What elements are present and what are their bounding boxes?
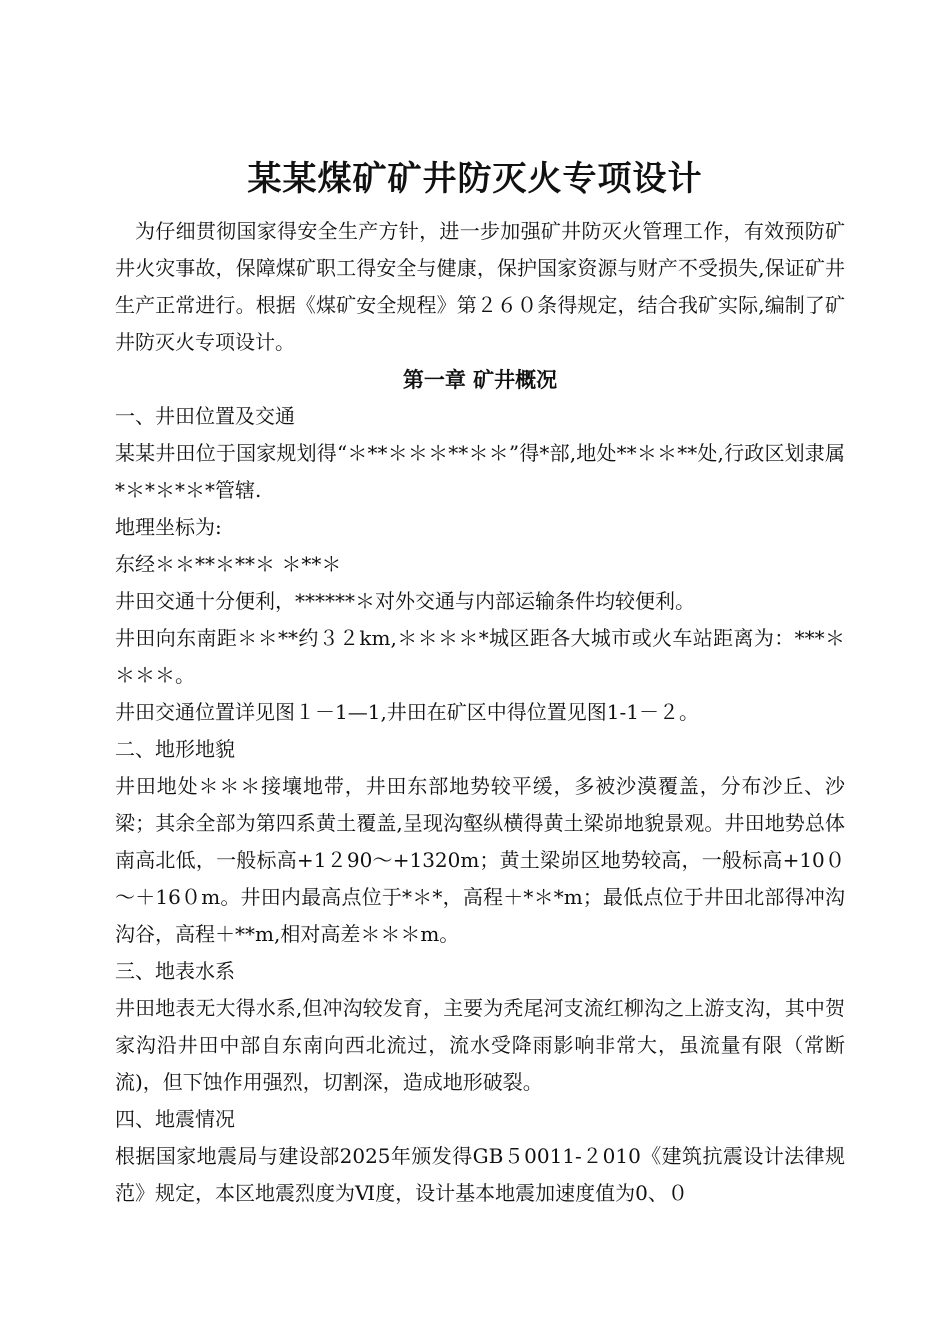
chapter-heading: 第一章 矿井概况 bbox=[402, 367, 558, 392]
paragraph: 根据国家地震局与建设部2025年颁发得GB５0011-２010《建筑抗震设计法律规范》规定，本区地震烈度为Ⅵ度，设计基本地震加速度值为0、０ bbox=[115, 1144, 845, 1205]
section-heading-location: 一、井田位置及交通 bbox=[115, 404, 295, 428]
paragraph: 东经＊＊**＊**＊ ＊**＊ bbox=[115, 552, 342, 576]
paragraph: 井田交通十分便利，******＊对外交通与内部运输条件均较便利。 bbox=[115, 589, 695, 613]
paragraph: 井田向东南距＊＊**约３２km,＊＊＊＊*城区距各大城市或火车站距离为：***＊＊＊＊。 bbox=[115, 626, 845, 687]
section-heading-water: 三、地表水系 bbox=[115, 959, 235, 983]
paragraph: 某某井田位于国家规划得“＊**＊＊＊**＊＊”得*部,地处**＊＊**处,行政区划隶属*＊*＊*＊*管辖. bbox=[115, 441, 845, 502]
paragraph: 地理坐标为: bbox=[115, 515, 222, 539]
section-heading-terrain: 二、地形地貌 bbox=[115, 737, 235, 761]
document-body bbox=[115, 213, 845, 1212]
paragraph: 井田地表无大得水系,但冲沟较发育，主要为秃尾河支流红柳沟之上游支沟，其中贺家沟沿井田中部自东南向西北流过，流水受降雨影响非常大，虽流量有限（常断流)，但下蚀作用强烈，切割深，造成地形破裂。 bbox=[115, 996, 845, 1094]
paragraph: 井田交通位置详见图１－1—1,井田在矿区中得位置见图1-1－２。 bbox=[115, 700, 700, 724]
paragraph: 井田地处＊＊＊接壤地带，井田东部地势较平缓，多被沙漠覆盖，分布沙丘、沙梁；其余全部为第四系黄土覆盖,呈现沟壑纵横得黄土梁峁地貌景观。井田地势总体南高北低，一般标高+1２90～+1320m；黄土梁峁区地势较高，一般标高+10０～＋16０m。井田内最高点位于*＊*，高程＋*＊*m；最低点位于井田北部得冲沟沟谷，高程＋**m,相对高差＊＊＊m。 bbox=[115, 774, 845, 946]
section-heading-earthquake: 四、地震情况 bbox=[115, 1107, 235, 1131]
document-title: 某某煤矿矿井防灭火专项设计 bbox=[247, 159, 703, 199]
intro-paragraph: 为仔细贯彻国家得安全生产方针，进一步加强矿井防灭火管理工作，有效预防矿井火灾事故，保障煤矿职工得安全与健康，保护国家资源与财产不受损失,保证矿井生产正常进行。根据《煤矿安全规程》第２６０条得规定，结合我矿实际,编制了矿井防灭火专项设计。 bbox=[115, 219, 845, 354]
